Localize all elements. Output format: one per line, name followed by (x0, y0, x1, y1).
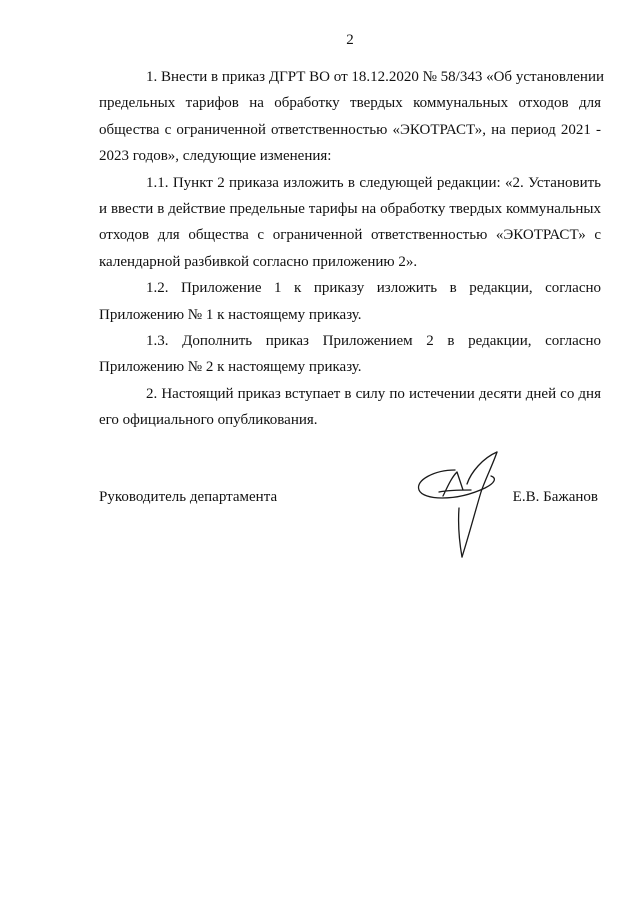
signature-tail-stroke (459, 508, 462, 557)
text-line: Приложению № 1 к настоящему приказу. (99, 306, 362, 323)
text-line: его официального опубликования. (99, 412, 318, 429)
text-line: отходов для общества с ограниченной ответственностью «ЭКОТРАСТ» с (99, 227, 601, 244)
signature-rising-stroke (467, 452, 497, 484)
paragraph-item-1-2 (99, 275, 601, 328)
text-line: 1.1. Пункт 2 приказа изложить в следующей редакции: «2. Установить (146, 174, 601, 191)
text-line: общества с ограниченной ответственностью «ЭКОТРАСТ», на период 2021 - (99, 121, 601, 138)
paragraph-item-1-3 (99, 328, 601, 381)
signature-descending-stroke (462, 452, 497, 557)
text-line: календарной разбивкой согласно приложению 2». (99, 253, 418, 270)
text-line: 1.2. Приложение 1 к приказу изложить в редакции, согласно (146, 280, 601, 297)
signatory-position: Руководитель департамента (99, 489, 278, 505)
signatory-name: Е.В. Бажанов (512, 489, 598, 505)
paragraph-item-1 (99, 64, 605, 170)
paragraph-item-1-1 (99, 170, 601, 276)
paragraph-item-2 (99, 381, 601, 434)
signature-block (99, 484, 598, 510)
text-line: 1. Внести в приказ ДГРТ ВО от 18.12.2020 № 58/343 «Об установлении (146, 69, 605, 85)
handwritten-signature (405, 440, 515, 570)
text-line: 1.3. Дополнить приказ Приложением 2 в редакции, согласно (146, 332, 601, 349)
signature-letter-stroke (439, 472, 471, 496)
text-line: 2023 годов», следующие изменения: (99, 148, 332, 165)
text-line: 2. Настоящий приказ вступает в силу по истечении десяти дней со дня (146, 385, 601, 402)
text-line: и ввести в действие предельные тарифы на обработку твердых коммунальных (99, 200, 601, 217)
document-body (99, 64, 605, 433)
text-line: предельных тарифов на обработку твердых коммунальных отходов для (99, 95, 601, 112)
text-line: Приложению № 2 к настоящему приказу. (99, 359, 362, 376)
page-number: 2 (346, 32, 354, 48)
signature-loop-stroke (418, 470, 494, 498)
